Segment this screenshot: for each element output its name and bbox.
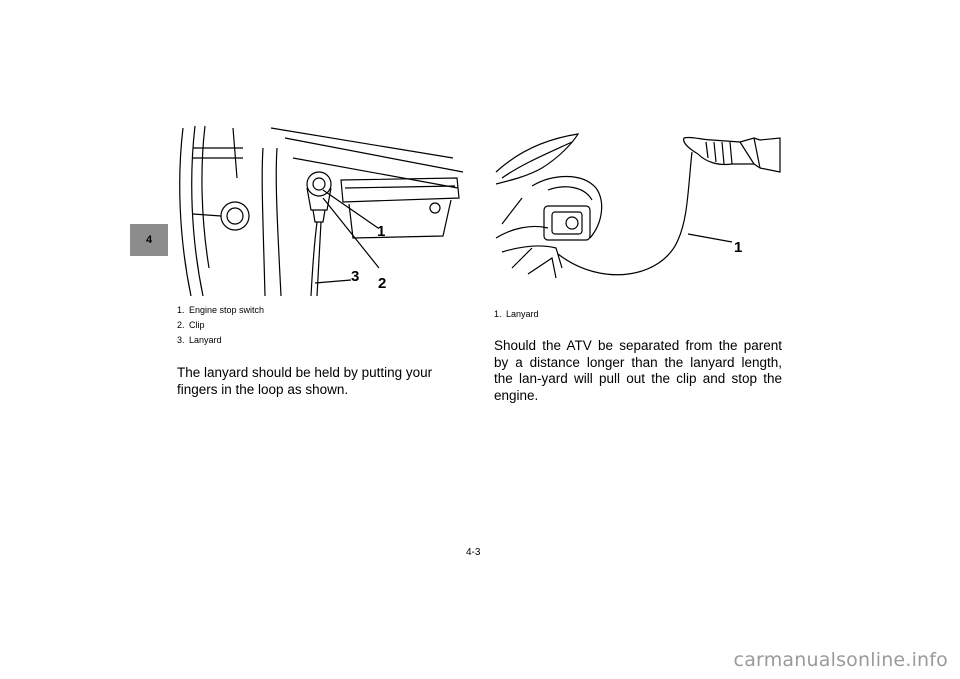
chapter-tab: 4 — [130, 224, 168, 256]
legend-item: 1. Engine stop switch — [177, 305, 265, 315]
legend-item: 3. Lanyard — [177, 335, 222, 345]
callout-1: 1 — [377, 223, 386, 240]
legend-item: 2. Clip — [177, 320, 205, 330]
callout-1: 1 — [734, 239, 743, 256]
legend-right — [494, 307, 539, 322]
legend-left — [177, 303, 264, 348]
watermark[interactable]: carmanualsonline.info — [733, 649, 948, 671]
callout-2: 2 — [378, 275, 387, 292]
paragraph-left: The lanyard should be held by putting your fingers in the loop as shown. — [177, 365, 433, 397]
page-number: 4-3 — [466, 547, 481, 558]
callout-3: 3 — [351, 268, 360, 285]
paragraph-right: Should the ATV be separated from the parent by a distance longer than the lanyard length, the lan-yard will pull out the clip and stop the engine. — [494, 338, 782, 403]
engine-stop-switch-illustration — [173, 118, 465, 298]
atv-lanyard-illustration — [492, 128, 782, 293]
legend-item: 1. Lanyard — [494, 309, 539, 319]
